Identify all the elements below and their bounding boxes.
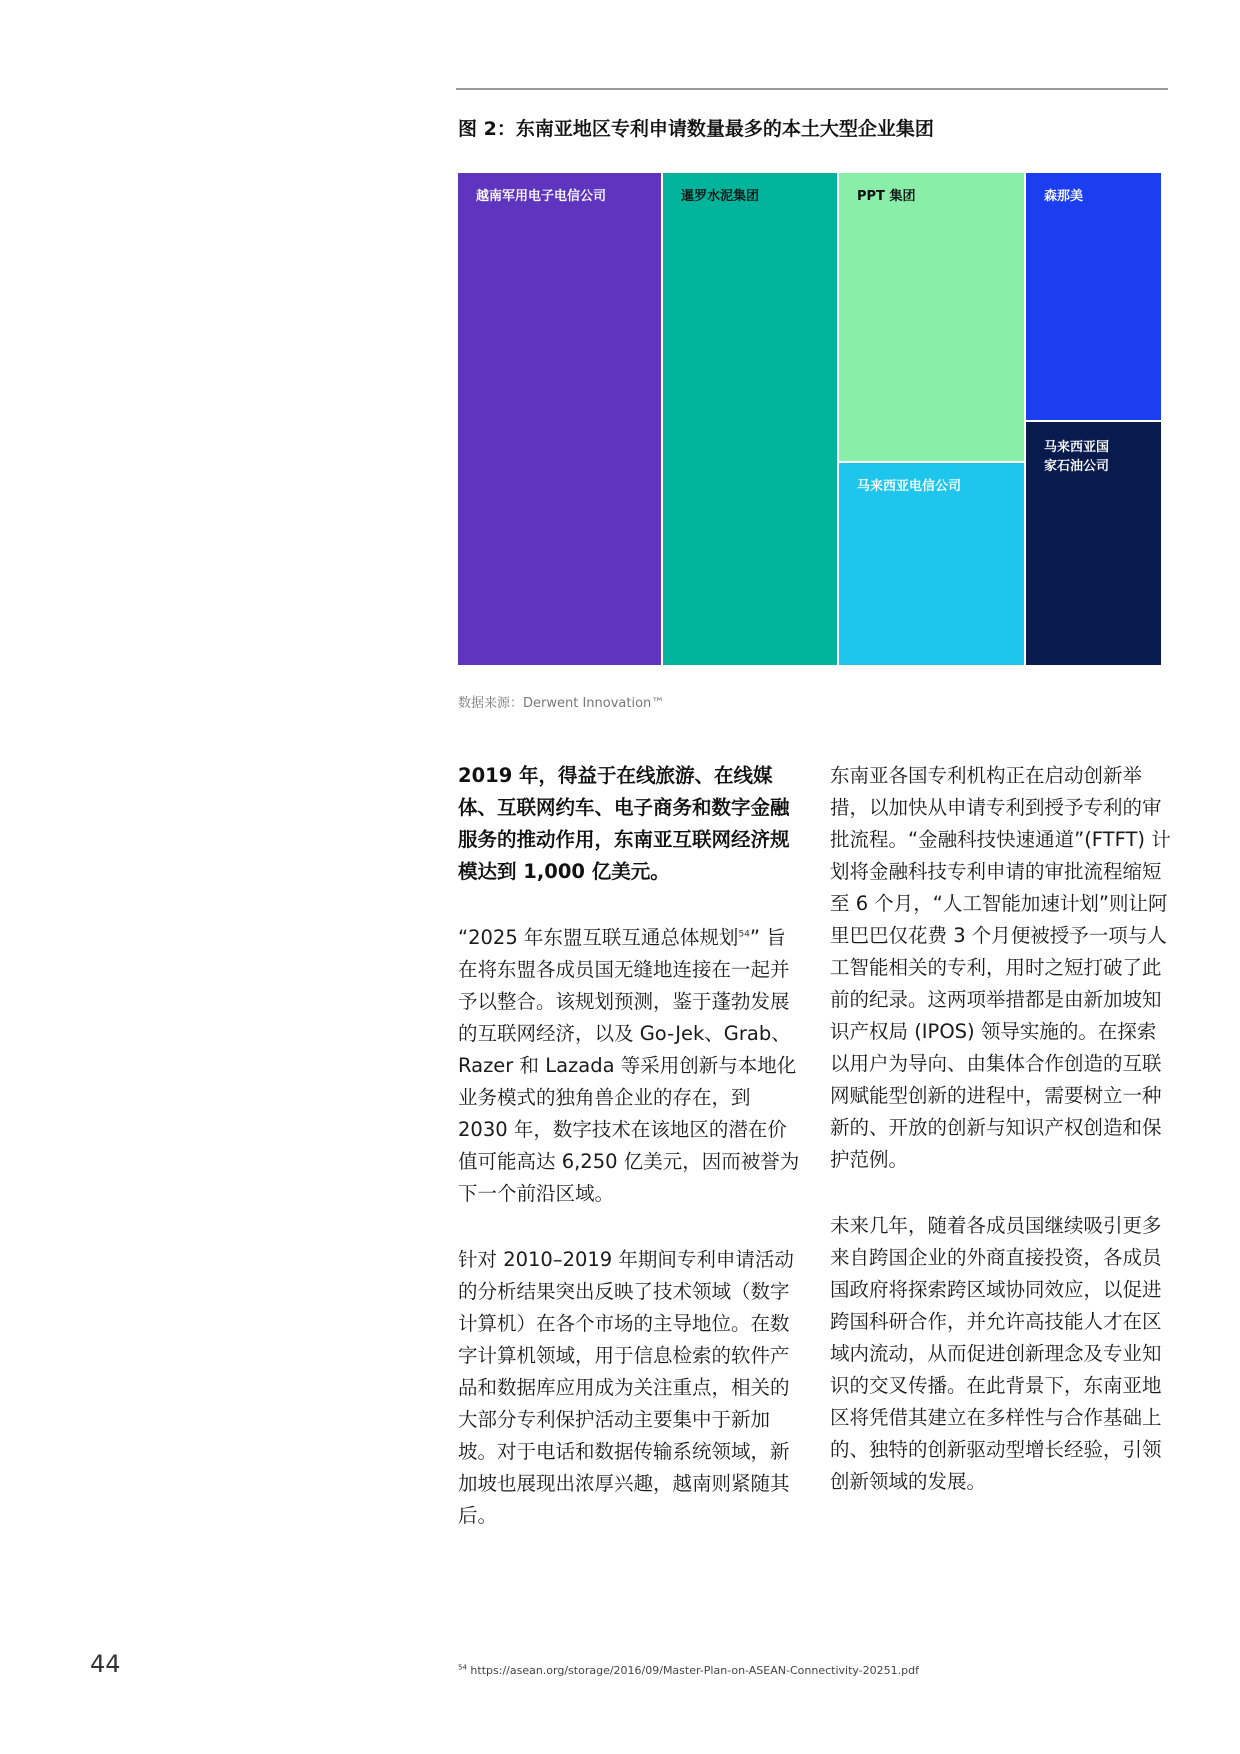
paragraph-outlook: 未来几年，随着各成员国继续吸引更多来自跨国企业的外商直接投资，各成员国政府将探索跨区域协同效应，以促进跨国科研合作，并允许高技能人才在区域内流动，从而促进创新理念及专业知识的交叉传播。在此背景下，东南亚地区将凭借其建立在多样性与合作基础上的、独特的创新驱动型增长经验，引领创新领域的发展。 <box>830 1214 1162 1493</box>
tile-sime-darby <box>1026 173 1161 420</box>
footnote-number: 54 <box>458 1663 467 1672</box>
paragraph-masterplan <box>458 922 802 1210</box>
paragraph-patent-offices: 东南亚各国专利机构正在启动创新举措，以加快从申请专利到授予专利的审批流程。“金融科技快速通道”(FTFT) 计划将金融科技专利申请的审批流程缩短至 6 个月，“人工智能加速计划”则让阿里巴巴仅花费 3 个月便被授予一项与人工智能相关的专利，用时之短打破了此前的纪录。这两项举措都是由新加坡知识产权局 (IPOS) 领导实施的。在探索以用户为导向、由集体合作创造的互联网赋能型创新的进程中，需要树立一种新的、开放的创新与知识产权创造和保护范例。 <box>830 764 1171 1171</box>
footnote <box>458 1664 919 1677</box>
tile-label: 马来西亚国 家石油公司 <box>1044 440 1110 474</box>
tile-ptt <box>839 173 1024 461</box>
tile-siam-cement <box>663 173 837 665</box>
paragraph-analysis: 针对 2010–2019 年期间专利申请活动的分析结果突出反映了技术领域（数字计算机）在各个市场的主导地位。在数字计算机领域，用于信息检索的软件产品和数据库应用成为关注重点，相关的大部分专利保护活动主要集中于新加坡。对于电话和数据传输系统领域，新加坡也展现出浓厚兴趣，越南则紧随其后。 <box>458 1248 794 1527</box>
figure-title: 图 2：东南亚地区专利申请数量最多的本土大型企业集团 <box>458 118 934 140</box>
tile-petronas <box>1026 422 1161 665</box>
lead-paragraph: 2019 年，得益于在线旅游、在线媒体、互联网约车、电子商务和数字金融服务的推动作用，东南亚互联网经济规模达到 1,000 亿美元。 <box>458 764 790 883</box>
treemap-chart <box>458 173 1161 665</box>
left-column <box>458 760 802 1532</box>
page-number: 44 <box>90 1650 121 1678</box>
top-rule <box>456 88 1168 90</box>
tile-label: 暹罗水泥集团 <box>681 189 760 204</box>
tile-label: 森那美 <box>1044 189 1084 204</box>
tile-telekom-malaysia <box>839 463 1024 665</box>
tile-label: 马来西亚电信公司 <box>857 479 962 494</box>
paragraph-text: “2025 年东盟互联互通总体规划 <box>458 926 739 949</box>
footnote-ref: 54 <box>738 929 750 940</box>
right-column <box>830 760 1174 1498</box>
figure-source: 数据来源：Derwent Innovation™ <box>458 696 665 711</box>
tile-label: PPT 集团 <box>857 189 916 204</box>
tile-viettel <box>458 173 661 665</box>
paragraph-text: ” 旨在将东盟各成员国无缝地连接在一起并予以整合。该规划预测，鉴于蓬勃发展的互联网经济，以及 Go-Jek、Grab、Razer 和 Lazada 等采用创新与本地化业务模式的独角兽企业的存在，到 2030 年，数字技术在该地区的潜在价值可能高达 6,250 亿美元，因而被誉为下一个前沿区域。 <box>458 926 800 1205</box>
tile-label: 越南军用电子电信公司 <box>476 189 607 204</box>
footnote-link[interactable]: https://asean.org/storage/2016/09/Master-Plan-on-ASEAN-Connectivity-20251.pdf <box>470 1664 919 1677</box>
